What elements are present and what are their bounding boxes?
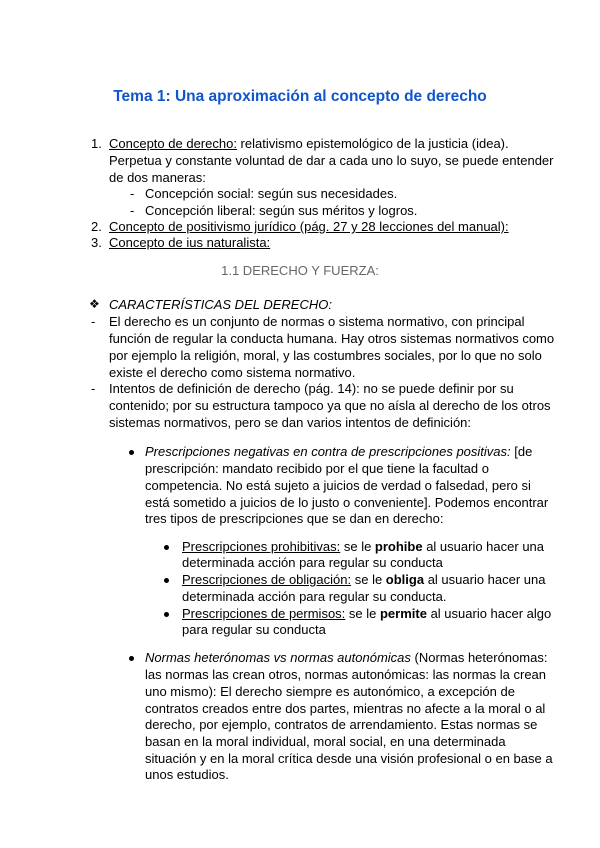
concept-label: Concepto de derecho: (109, 136, 237, 151)
para2-line1: Intentos de definición de derecho (pág. 14): no se puede definir por su (109, 381, 514, 396)
bullet1-italic: Prescripciones negativas en contra de prescripciones positivas: (145, 444, 511, 459)
permisos-label: Prescripciones de permisos: (182, 606, 346, 621)
prohibitivas-pre: se le (340, 539, 375, 554)
para-dash-2: - (91, 381, 96, 396)
sub-bullet-dot-icon (164, 612, 169, 617)
para2-line2: contenido; por su estructura tampoco ya que no aísla al derecho de los otros (109, 398, 551, 413)
permisos-pre: se le (345, 606, 380, 621)
sub-dash-2: - (130, 203, 135, 218)
prohibitivas-bold: prohibe (374, 539, 423, 554)
permisos-line1 (182, 605, 551, 622)
para1-line4: existe el derecho como sistema normativo. (109, 365, 356, 380)
bullet1-rest: [de (510, 444, 533, 459)
bullet-dot-icon (129, 656, 134, 661)
bullet1-line1 (145, 443, 532, 460)
bullet1-line3: competencia. No está sujeto a juicios de verdad o falsedad, pero si (145, 478, 531, 493)
characteristics-heading: CARACTERÍSTICAS DEL DERECHO: (109, 297, 332, 312)
bullet2-line8: unos estudios. (145, 767, 229, 782)
bullet-dot-icon (129, 450, 134, 455)
obligacion-line1 (182, 571, 546, 588)
obligacion-post: al usuario hacer una (424, 572, 546, 587)
obligacion-bold: obliga (385, 572, 425, 587)
list-number-3: 3. (91, 235, 102, 250)
para1-line2: función de regular la conducta humana. Hay otros sistemas normativos como (109, 331, 555, 346)
para2-line3: sistemas normativos, pero se dan varios intentos de definición: (109, 415, 472, 430)
permisos-post: al usuario hacer algo (426, 606, 552, 621)
bullet2-line3: uno mismo): El derecho siempre es autonómico, a excepción de (145, 684, 515, 699)
page-title: Tema 1: Una aproximación al concepto de derecho (113, 88, 487, 105)
bullet1-line4: está sometido a juicios de lo justo o conveniente]. Podemos encontrar (145, 495, 549, 510)
list-item-1-rest: relativismo epistemológico de la justicia (idea). (236, 136, 509, 151)
bullet2-line6: basan en la moral individual, moral social, en una determinada (145, 734, 506, 749)
bullet2-line1 (145, 649, 547, 666)
bullet2-rest: (Normas heterónomas: (410, 650, 548, 665)
sub-bullet-dot-icon (164, 545, 169, 550)
sub-item-social: Concepción social: según sus necesidades. (145, 186, 398, 201)
obligacion-line2: determinada acción para regular su conducta. (182, 589, 447, 604)
para1-line3: por ejemplo la religión, moral, y las costumbres sociales, por lo que no solo (109, 348, 542, 363)
list-item-2: Concepto de positivismo jurídico (pág. 27 y 28 lecciones del manual): (109, 219, 509, 234)
para1-line1: El derecho es un conjunto de normas o sistema normativo, con principal (109, 314, 525, 329)
list-item-1-line1 (109, 135, 509, 152)
prohibitivas-line2: determinada acción para regular su conducta (182, 555, 443, 570)
prohibitivas-post: al usuario hacer una (422, 539, 545, 554)
para-dash-1: - (91, 314, 96, 329)
list-number-2: 2. (91, 219, 102, 234)
obligacion-label: Prescripciones de obligación: (182, 572, 352, 587)
sub-bullet-dot-icon (164, 578, 169, 583)
list-item-3: Concepto de ius naturalista: (109, 235, 271, 250)
list-number-1: 1. (91, 136, 102, 151)
sub-item-liberal: Concepción liberal: según sus méritos y logros. (145, 203, 418, 218)
prohibitivas-label: Prescripciones prohibitivas: (182, 539, 341, 554)
list-item-1-line3: de dos maneras: (109, 170, 206, 185)
bullet2-line4: contratos creados entre dos partes, mientras no afecte a la moral o al (145, 701, 546, 716)
bullet2-line7: situación y en la moral crítica desde una visión profesional o en base a (145, 751, 553, 766)
bullet2-line5: derecho, por ejemplo, contratos de arrendamiento. Estas normas se (145, 717, 538, 732)
sub-dash-1: - (130, 186, 135, 201)
list-item-1-line2: Perpetua y constante voluntad de dar a cada uno lo suyo, se puede entender (109, 153, 554, 168)
bullet1-line5: tres tipos de prescripciones que se dan en derecho: (145, 511, 444, 526)
bullet1-line2: prescripción: mandato recibido por el que tiene la facultad o (145, 461, 489, 476)
diamond-bullet-icon: ❖ (89, 297, 100, 311)
bullet2-italic: Normas heterónomas vs normas autonómicas (145, 650, 411, 665)
permisos-bold: permite (379, 606, 427, 621)
permisos-line2: para regular su conducta (182, 622, 326, 637)
obligacion-pre: se le (351, 572, 386, 587)
section-heading: 1.1 DERECHO Y FUERZA: (221, 263, 379, 278)
prohibitivas-line1 (182, 538, 544, 555)
bullet2-line2: las normas las crean otros, normas autonómicas: las normas la crean (145, 667, 547, 682)
